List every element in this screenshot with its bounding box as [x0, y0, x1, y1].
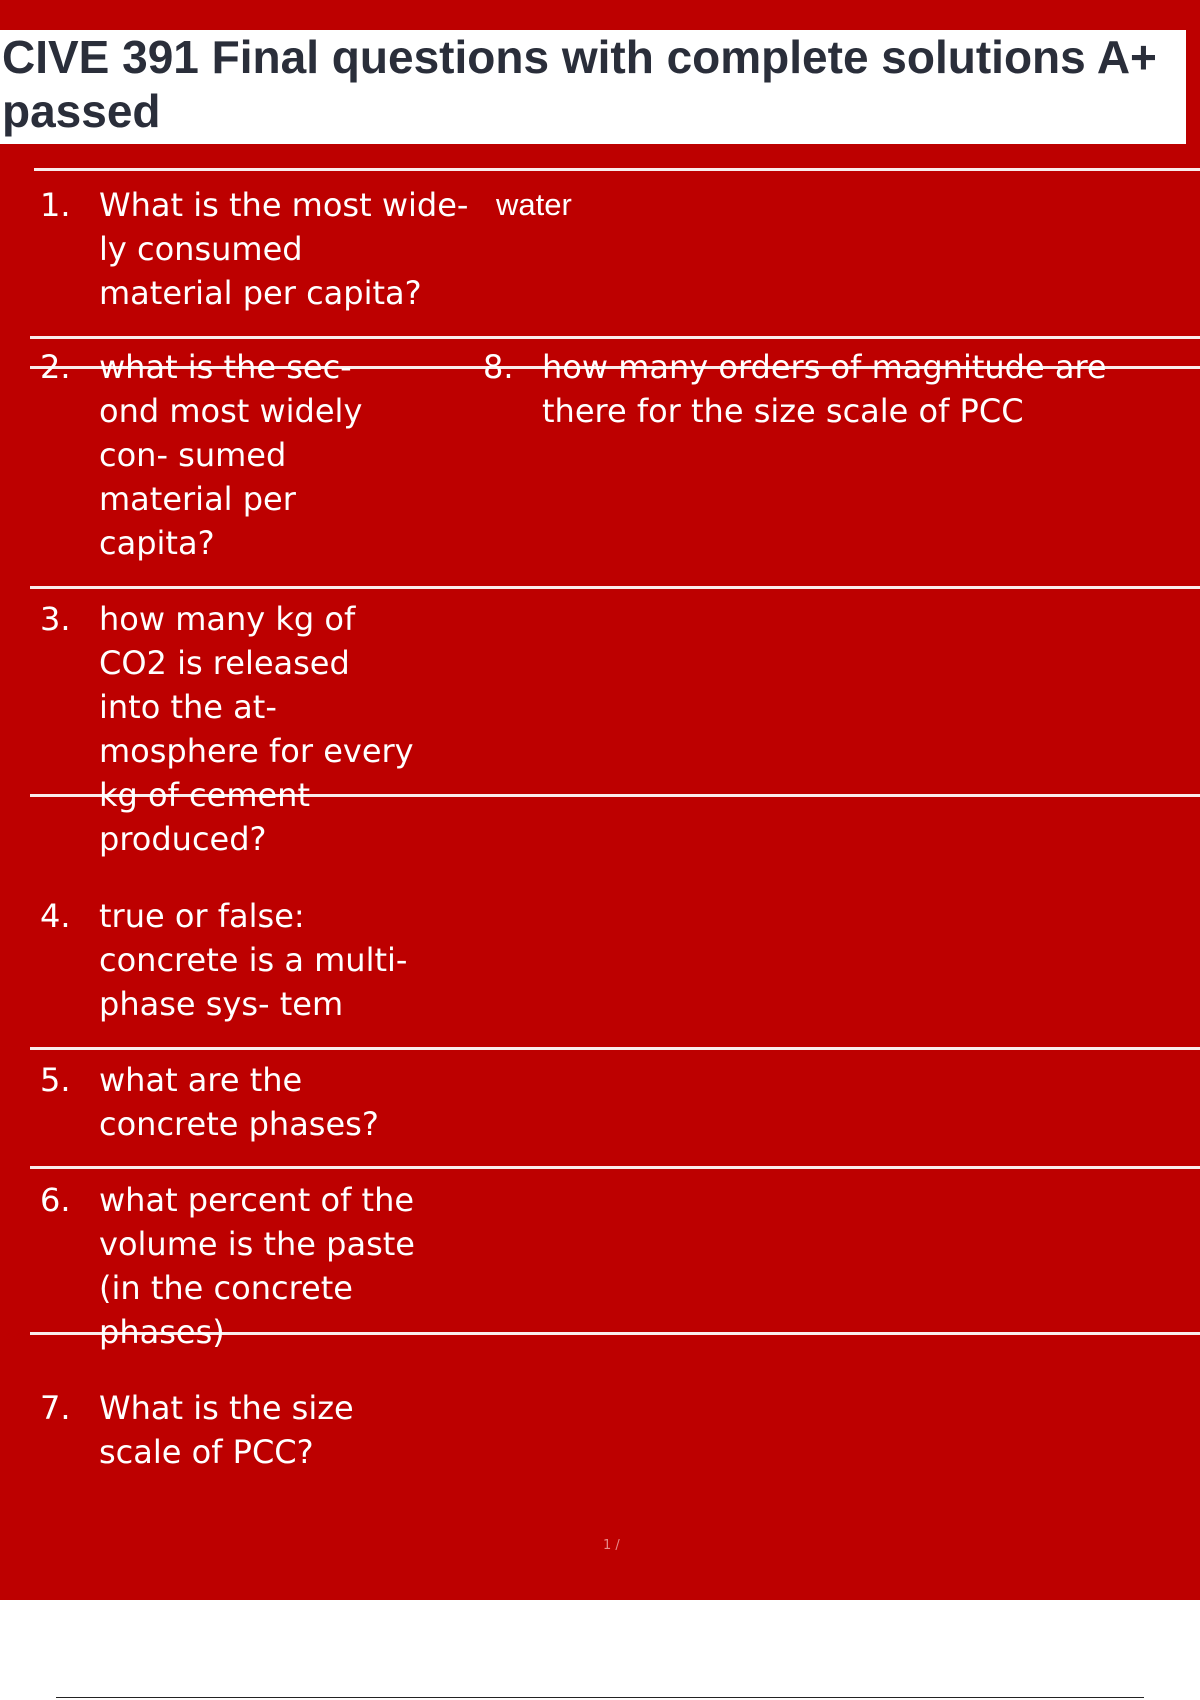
- question-number: 3.: [40, 600, 71, 638]
- question-number: 2.: [40, 348, 71, 386]
- question-text: true or false: concrete is a multi- phase sys- tem: [99, 897, 408, 1023]
- divider: [30, 1166, 1200, 1169]
- answer-text: water: [496, 187, 572, 222]
- page-number: 1 /: [603, 1538, 620, 1553]
- question-text: What is the most wide- ly consumed material per capita?: [99, 186, 469, 312]
- divider: [34, 168, 1200, 171]
- divider: [30, 1047, 1200, 1050]
- question-text: what percent of the volume is the paste (in the concrete phases): [99, 1181, 415, 1351]
- question-number: 8.: [483, 348, 514, 386]
- question-number: 5.: [40, 1061, 71, 1099]
- question-number: 6.: [40, 1181, 71, 1219]
- question-number: 4.: [40, 897, 71, 935]
- question-text: what is the sec- ond most widely con- sumed material per capita?: [99, 348, 363, 562]
- question-number: 7.: [40, 1389, 71, 1427]
- document-title: CIVE 391 Final questions with complete solutions A+ passed: [2, 31, 1157, 137]
- footer-divider: [56, 1697, 1144, 1698]
- question-number: 1.: [40, 186, 71, 224]
- question-text: What is the size scale of PCC?: [99, 1389, 354, 1471]
- question-text: how many kg of CO2 is released into the at- mosphere for every kg of cement produced?: [99, 600, 414, 858]
- divider: [30, 586, 1200, 589]
- question-text: what are the concrete phases?: [99, 1061, 379, 1143]
- divider: [30, 336, 1200, 339]
- question-text: how many orders of magnitude are there for the size scale of PCC: [542, 348, 1107, 430]
